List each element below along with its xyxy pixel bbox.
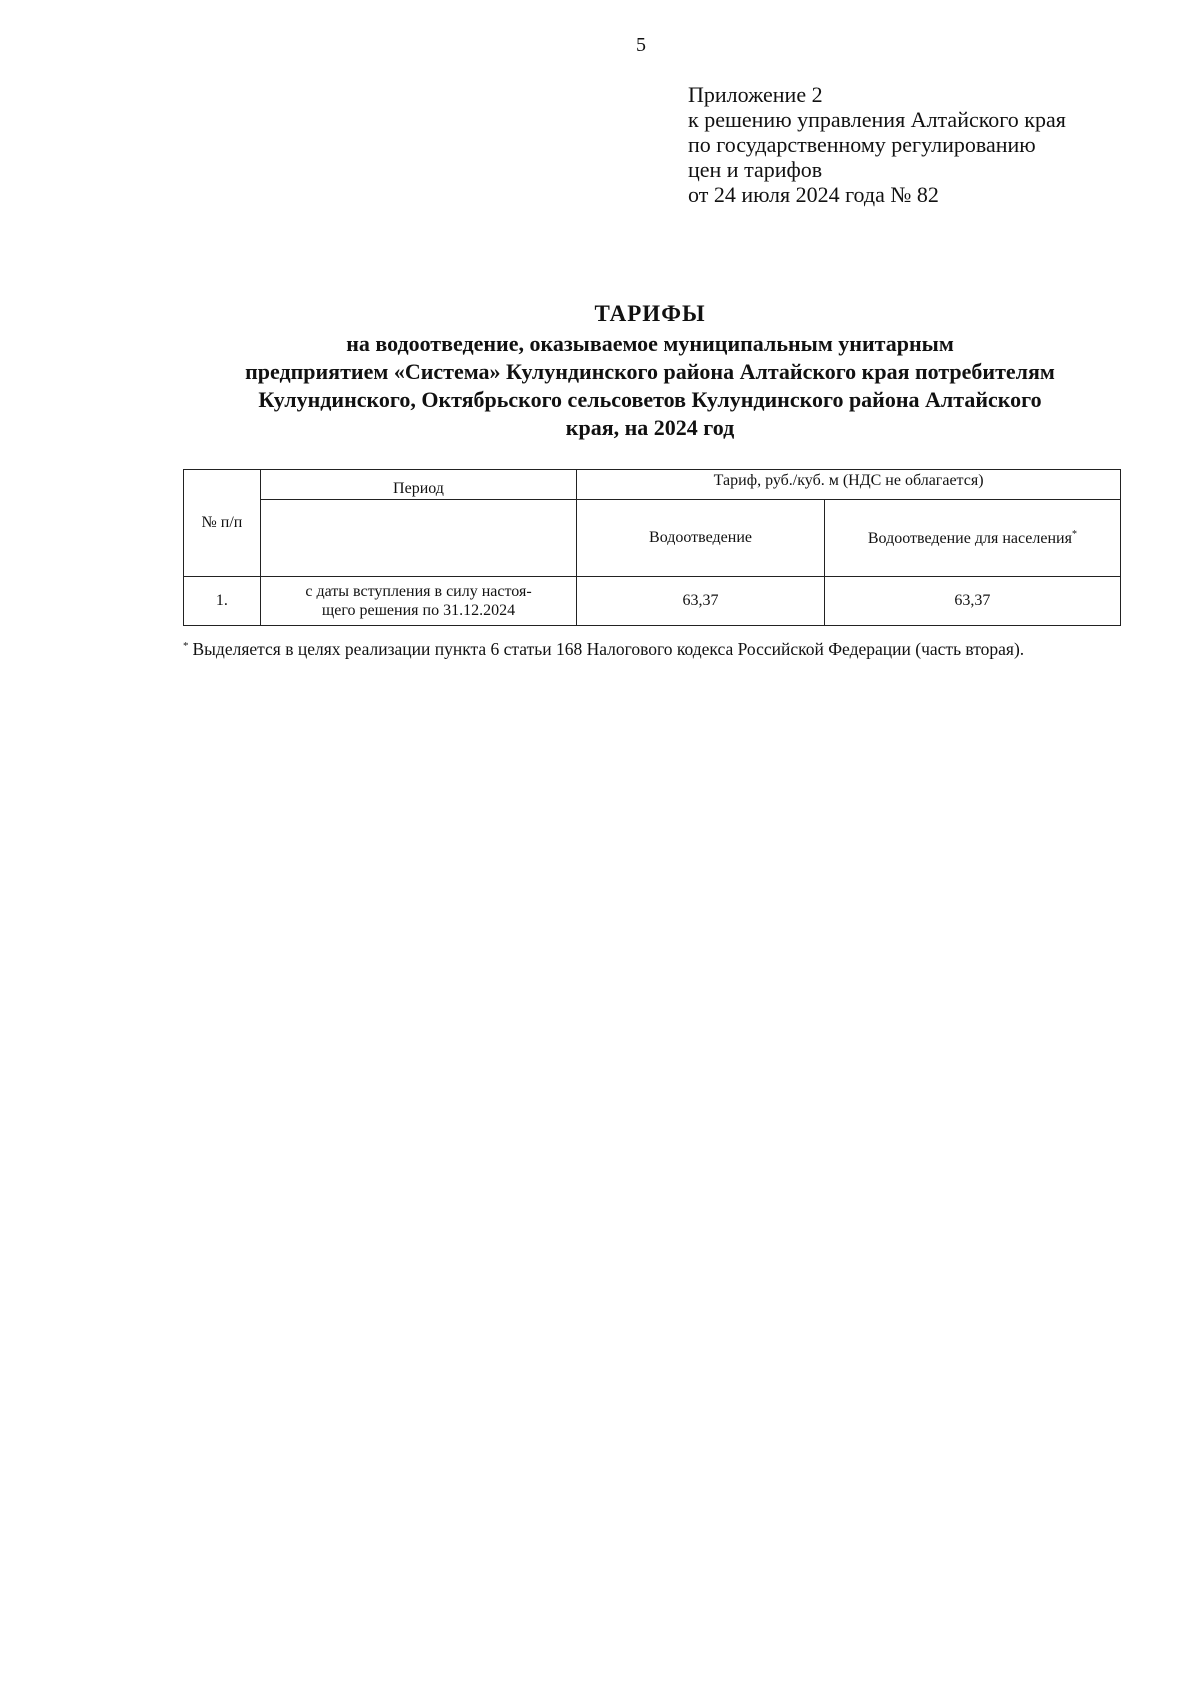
annex-line: к решению управления Алтайского края — [688, 107, 1066, 132]
annex-header — [688, 82, 1066, 207]
cell-water-disposal-population: 63,37 — [824, 577, 1120, 626]
title-line: Кулундинского, Октябрьского сельсоветов Кулундинского района Алтайского — [258, 387, 1042, 412]
tariff-table — [183, 469, 1121, 626]
footnote-mark: * — [183, 640, 189, 652]
title-line: края, на 2024 год — [565, 415, 735, 440]
header-water-disposal-population — [824, 500, 1120, 577]
header-population-label: Водоотведение для населения — [867, 529, 1072, 547]
header-water-disposal: Водоотведение — [577, 500, 825, 577]
header-number: № п/п — [184, 470, 261, 577]
table-subheader-row — [184, 500, 1121, 577]
cell-period — [260, 577, 576, 626]
header-tariff-group — [577, 470, 1121, 500]
annex-line: по государственному регулированию — [688, 132, 1036, 157]
cell-water-disposal: 63,37 — [577, 577, 825, 626]
table-row — [184, 577, 1121, 626]
cell-period-line: с даты вступления в силу настоя- — [305, 583, 532, 600]
page-number: 5 — [636, 34, 646, 56]
header-period-label: Период — [393, 480, 444, 497]
document-title — [180, 300, 1120, 442]
footnote-text: Выделяется в целях реализации пункта 6 статьи 168 Налогового кодекса Российской Федерации (часть вторая). — [192, 639, 1025, 659]
header-period — [260, 470, 576, 500]
header-tariff-label: Тариф, руб./куб. м (НДС не облагается) — [713, 471, 984, 489]
annex-line: Приложение 2 — [688, 82, 823, 107]
annex-line: цен и тарифов — [688, 157, 823, 182]
title-line: на водоотведение, оказываемое муниципальным унитарным — [346, 331, 954, 356]
header-period-empty — [260, 500, 576, 577]
title-line: предприятием «Система» Кулундинского района Алтайского края потребителям — [245, 359, 1055, 384]
footnote — [183, 634, 1121, 662]
annex-line: от 24 июля 2024 года № 82 — [688, 182, 939, 207]
table-header-row — [184, 470, 1121, 500]
cell-number: 1. — [184, 577, 261, 626]
footnote-mark: * — [1071, 528, 1077, 540]
cell-period-line: щего решения по 31.12.2024 — [321, 602, 516, 619]
title-heading: ТАРИФЫ — [594, 301, 706, 326]
